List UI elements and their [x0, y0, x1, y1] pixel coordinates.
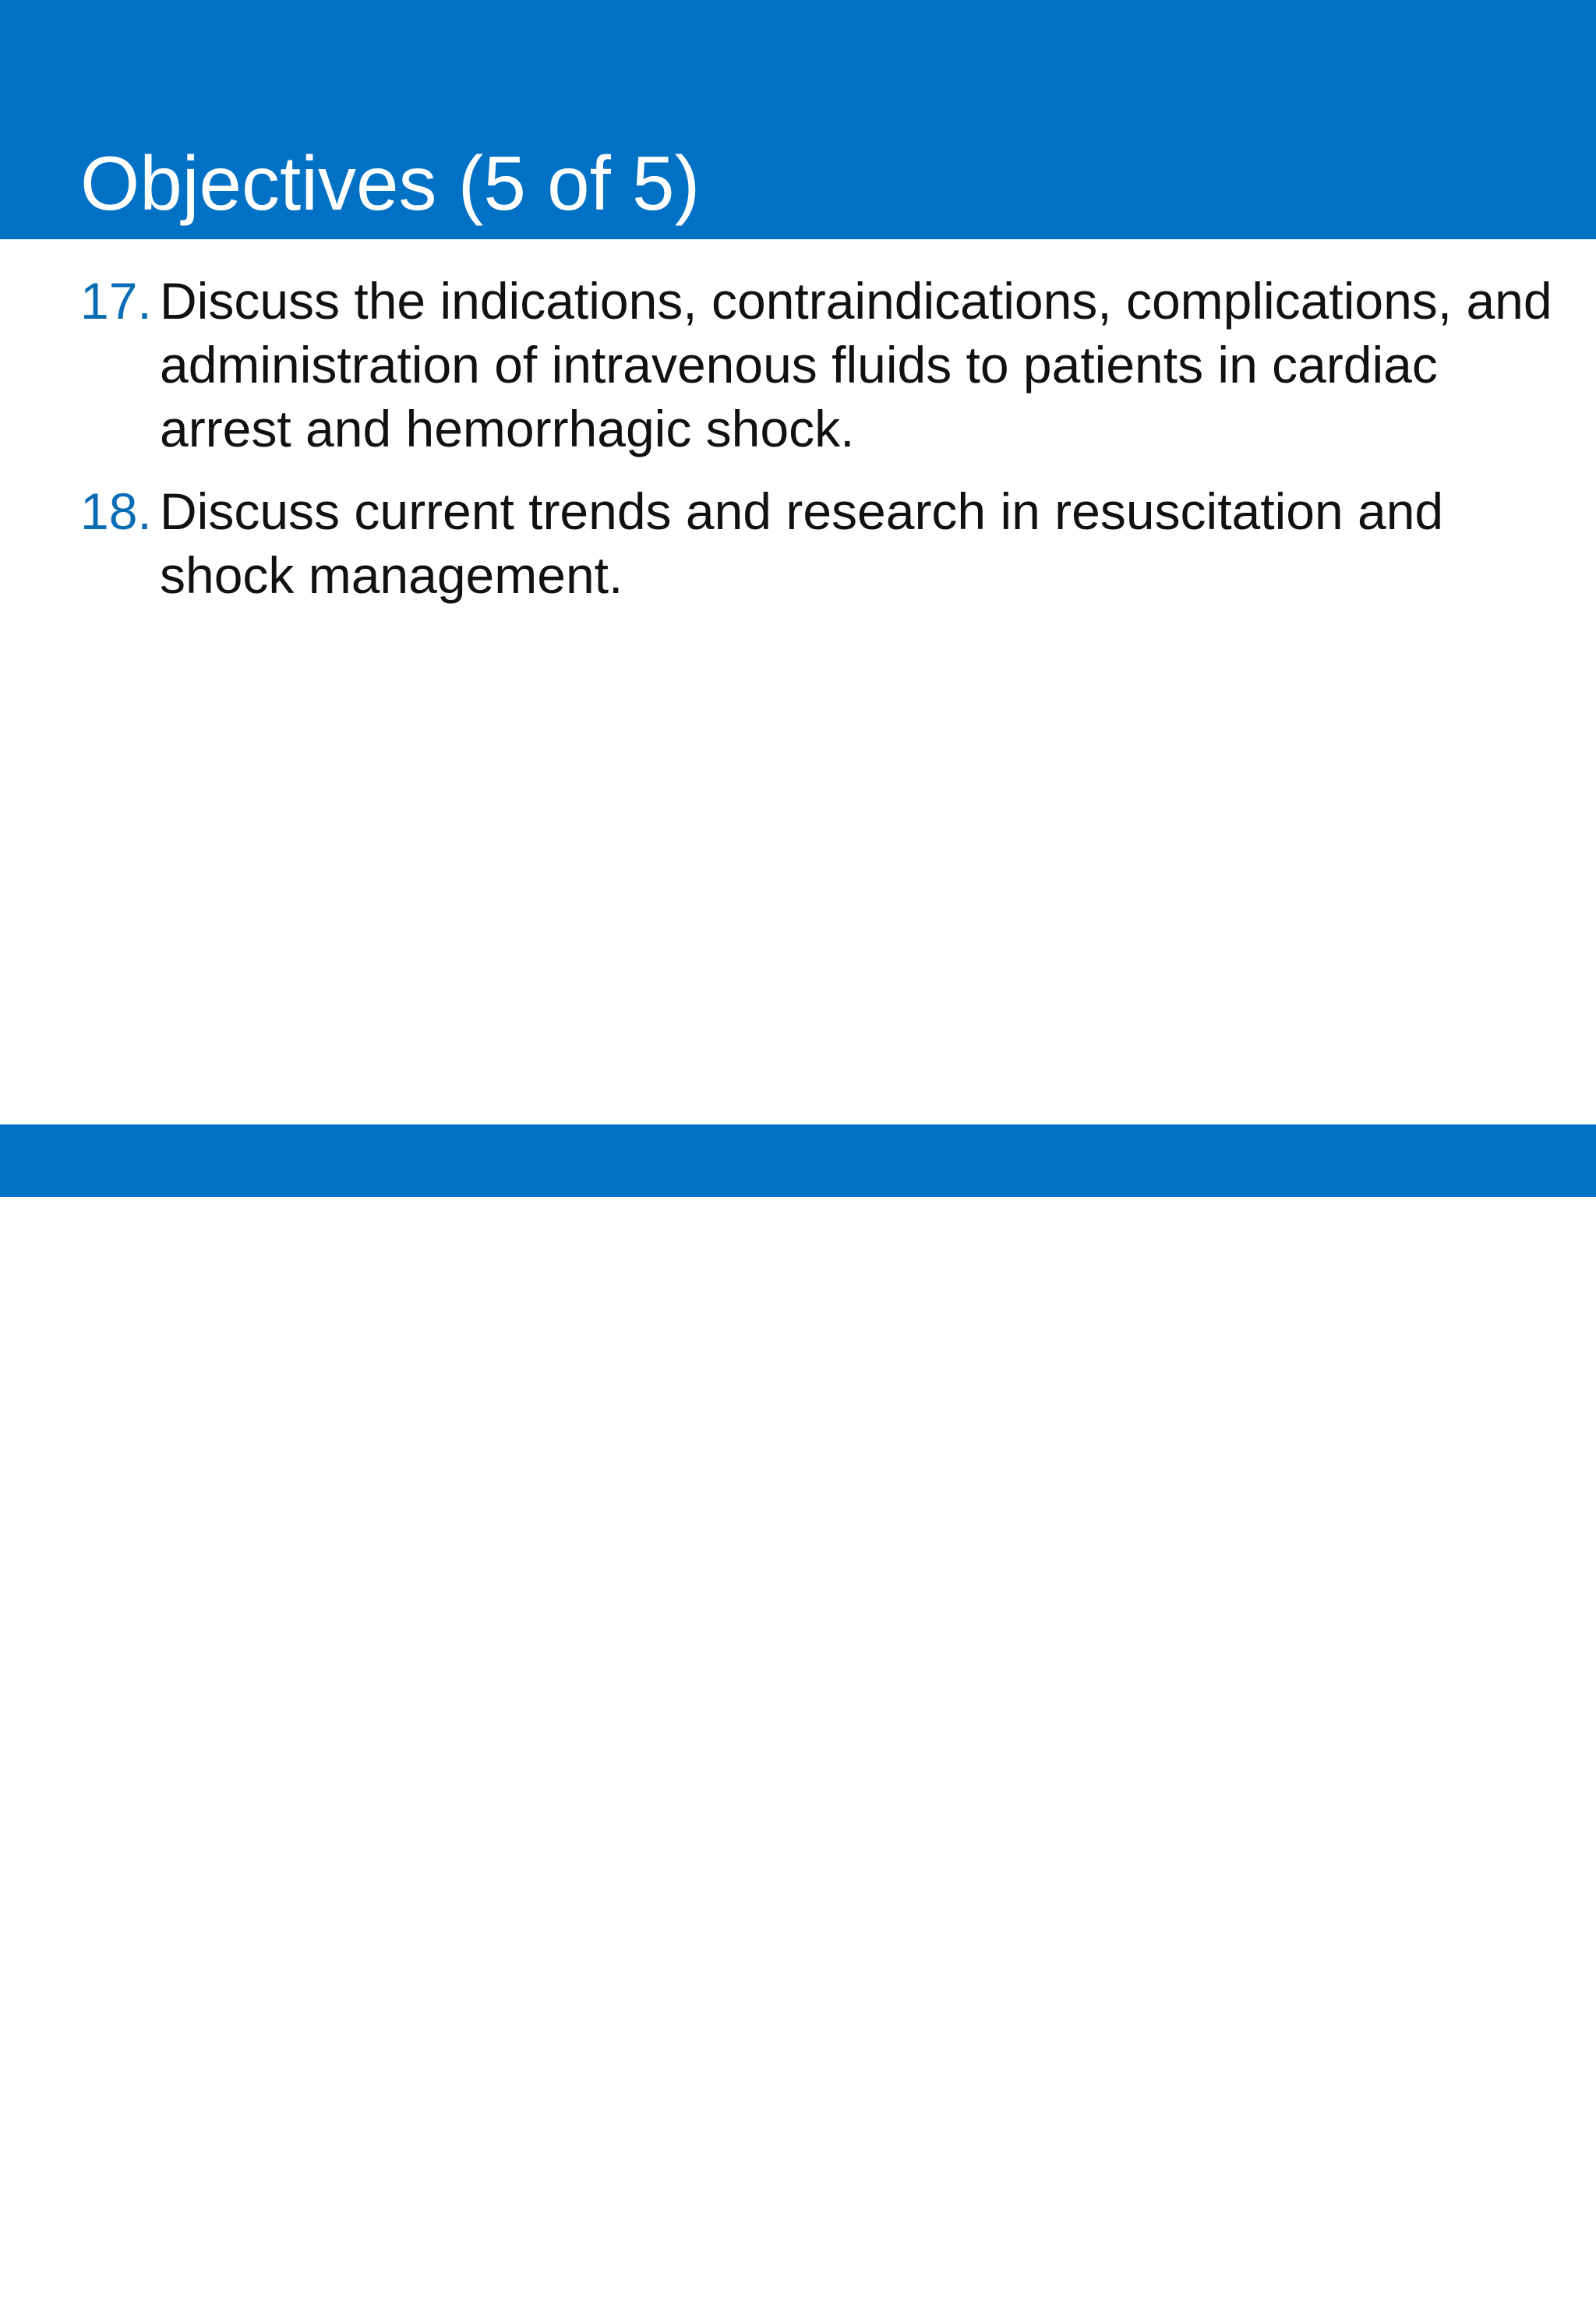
header-band	[0, 0, 1596, 239]
objectives-list	[80, 269, 1561, 607]
copyright-notice: Copyright © 2017, 2012 Pearson Education, Inc. All Rights Reserved.	[29, 2270, 945, 2301]
objective-number: 17.	[80, 272, 152, 330]
pearson-logo: PEARSON	[1358, 2263, 1570, 2307]
objective-number: 18.	[80, 482, 152, 540]
objective-text: Discuss current trends and research in resuscitation and shock management.	[160, 482, 1444, 604]
objective-text: Discuss the indications, contraindications, complications, and administration of intravenous fluids to patients in cardiac arrest and hemorrhagic shock.	[160, 272, 1552, 457]
footer-band	[0, 1124, 1596, 2307]
objective-item-17	[80, 269, 1561, 461]
slide-title: Objectives (5 of 5)	[80, 140, 701, 226]
objective-item-18	[80, 479, 1561, 607]
